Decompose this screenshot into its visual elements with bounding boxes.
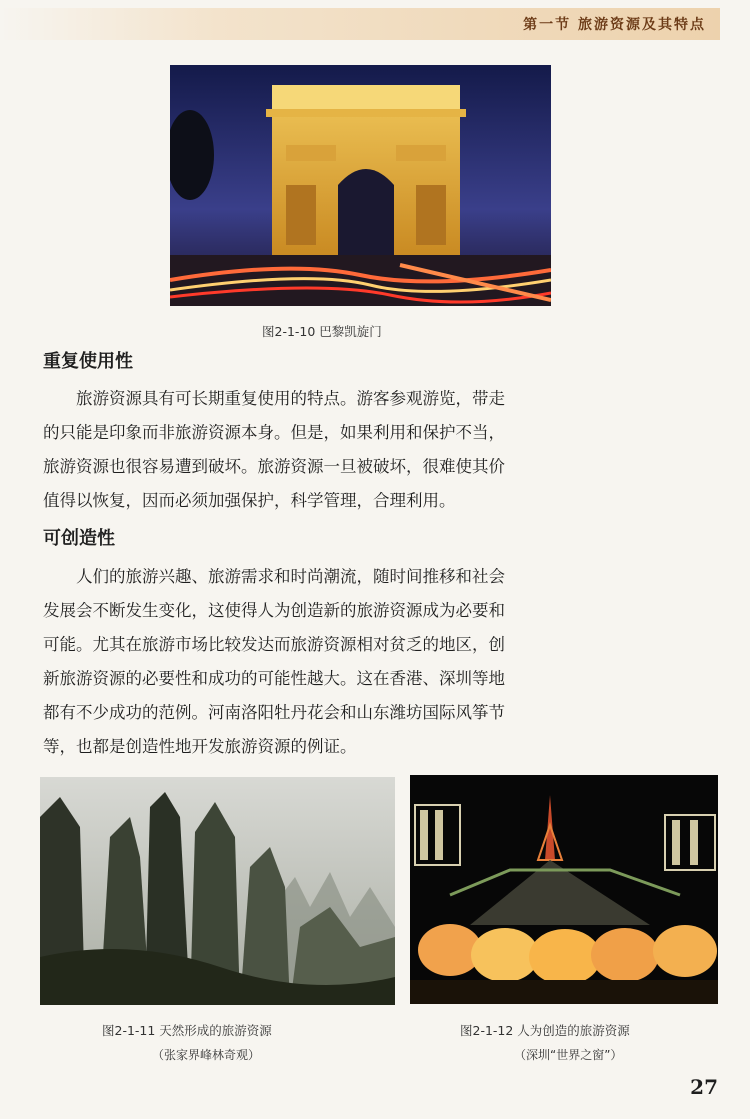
text-line: 值得以恢复，因而必须加强保护，科学管理，合理利用。 <box>43 491 456 510</box>
text-line: 旅游资源具有可长期重复使用的特点。游客参观游览，带走 <box>43 389 505 408</box>
section-heading-creativity: 可创造性 <box>43 528 115 549</box>
text-line: 都有不少成功的范例。河南洛阳牡丹花会和山东潍坊国际风筝节 <box>43 703 505 722</box>
text-line: 发展会不断发生变化，这使得人为创造新的旅游资源成为必要和 <box>43 601 505 620</box>
text-line: 等，也都是创造性地开发旅游资源的例证。 <box>43 737 357 756</box>
text-line: 新旅游资源的必要性和成功的可能性越大。这在香港、深圳等地 <box>43 669 505 688</box>
running-header: 第一节 旅游资源及其特点 <box>523 17 706 33</box>
figure-caption-zhangjiajie: 图2-1-11 天然形成的旅游资源 <box>102 1023 272 1038</box>
arc-de-triomphe-photo <box>170 65 551 306</box>
text-line: 旅游资源也很容易遭到破坏。旅游资源一旦被破坏，很难使其价 <box>43 457 505 476</box>
text-line: 可能。尤其在旅游市场比较发达而旅游资源相对贫乏的地区，创 <box>43 635 505 654</box>
paragraph-reusability <box>43 382 603 518</box>
zhangjiajie-photo <box>40 777 395 1005</box>
figure-subcaption-zhangjiajie: （张家界峰林奇观） <box>152 1048 261 1062</box>
figure-subcaption-window-of-the-world: （深圳“世界之窗”） <box>514 1048 623 1062</box>
window-of-the-world-photo <box>410 775 718 1004</box>
figure-caption-window-of-the-world: 图2-1-12 人为创造的旅游资源 <box>460 1023 630 1038</box>
page-number: 27 <box>690 1075 718 1099</box>
figure-caption-arc: 图2-1-10 巴黎凯旋门 <box>262 324 382 339</box>
text-line: 的只能是印象而非旅游资源本身。但是，如果利用和保护不当， <box>43 423 505 442</box>
paragraph-creativity <box>43 560 603 764</box>
section-heading-reusability: 重复使用性 <box>43 351 133 372</box>
text-line: 人们的旅游兴趣、旅游需求和时尚潮流，随时间推移和社会 <box>43 567 505 586</box>
